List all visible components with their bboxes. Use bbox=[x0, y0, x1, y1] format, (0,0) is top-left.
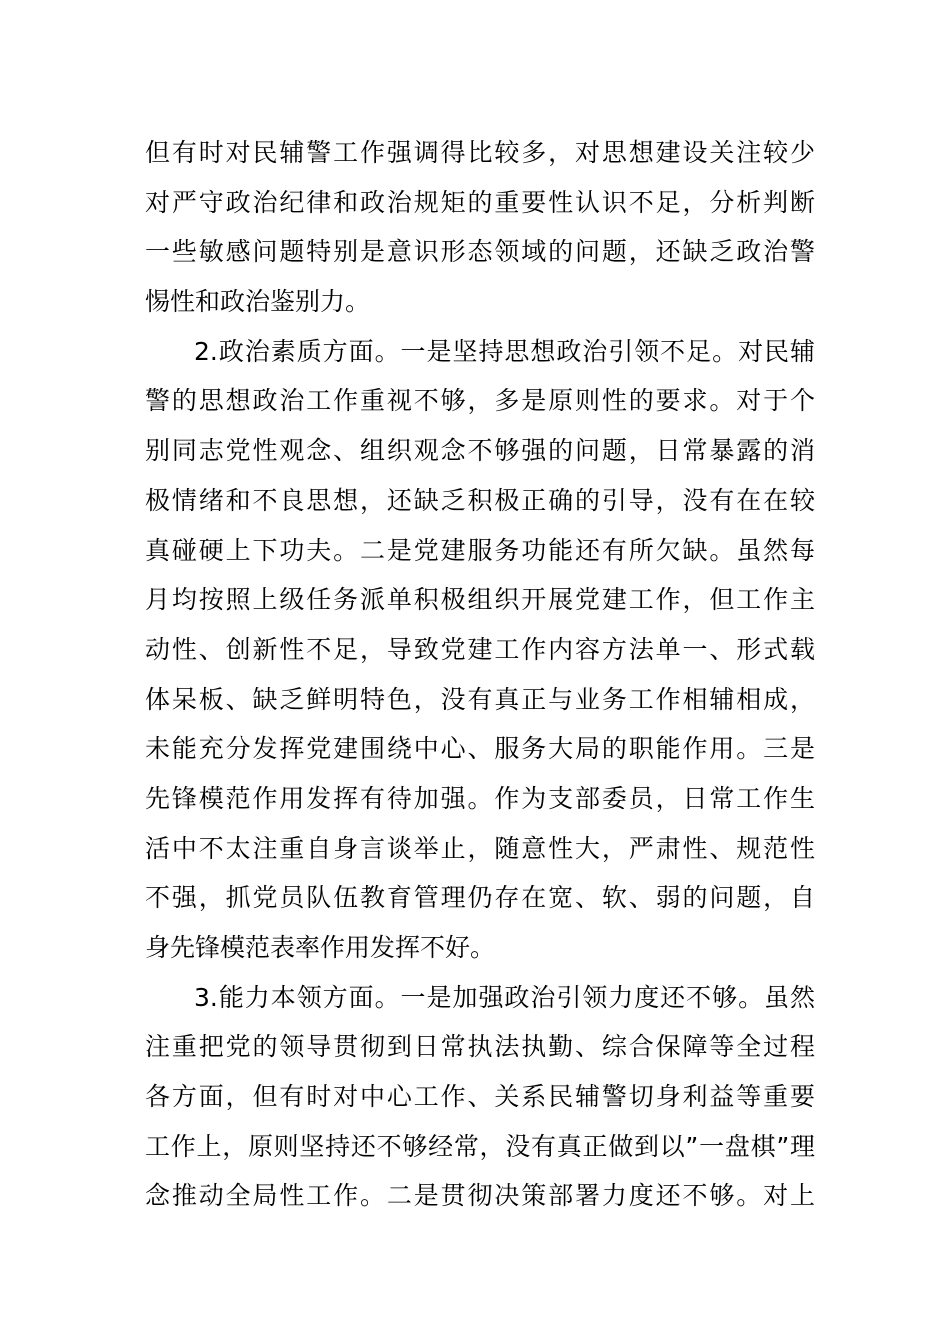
text-line-last: 惕性和政治鉴别力。 bbox=[145, 287, 371, 317]
text-line: 未能充分发挥党建围绕中心、服务大局的职能作用。三是 bbox=[145, 734, 815, 764]
text-line: 注重把党的领导贯彻到日常执法执勤、综合保障等全过程 bbox=[145, 1032, 815, 1062]
text-line: 念推动全局性工作。二是贯彻决策部署力度还不够。对上 bbox=[145, 1181, 815, 1211]
text-line: 各方面，但有时对中心工作、关系民辅警切身利益等重要 bbox=[145, 1082, 815, 1112]
text-line: 活中不太注重自身言谈举止，随意性大，严肃性、规范性 bbox=[145, 833, 815, 863]
text-line: 月均按照上级任务派单积极组织开展党建工作，但工作主 bbox=[145, 585, 815, 615]
text-line: 不强，抓党员队伍教育管理仍存在宽、软、弱的问题，自 bbox=[145, 883, 815, 913]
text-line: 真碰硬上下功夫。二是党建服务功能还有所欠缺。虽然每 bbox=[145, 535, 815, 565]
text-line: 先锋模范作用发挥有待加强。作为支部委员，日常工作生 bbox=[145, 783, 815, 813]
text-line: 警的思想政治工作重视不够，多是原则性的要求。对于个 bbox=[145, 386, 815, 416]
text-line: 但有时对民辅警工作强调得比较多，对思想建设关注较少 bbox=[145, 138, 815, 167]
text-line: 一些敏感问题特别是意识形态领域的问题，还缺乏政治警 bbox=[145, 237, 815, 267]
text-line: 对严守政治纪律和政治规矩的重要性认识不足，分析判断 bbox=[145, 187, 815, 217]
document-body bbox=[145, 128, 815, 1221]
text-line-last: 身先锋模范表率作用发挥不好。 bbox=[145, 933, 496, 962]
paragraph-first-line: 2.政治素质方面。一是坚持思想政治引领不足。对民辅 bbox=[194, 336, 815, 366]
text-line: 体呆板、缺乏鲜明特色，没有真正与业务工作相辅相成， bbox=[145, 684, 815, 714]
text-line: 极情绪和不良思想，还缺乏积极正确的引导，没有在在较 bbox=[145, 485, 815, 515]
paragraph-first-line: 3.能力本领方面。一是加强政治引领力度还不够。虽然 bbox=[194, 982, 815, 1012]
text-line: 动性、创新性不足，导致党建工作内容方法单一、形式载 bbox=[145, 634, 815, 664]
text-line: 工作上，原则坚持还不够经常，没有真正做到以”一盘棋”理 bbox=[145, 1131, 815, 1161]
text-line: 别同志党性观念、组织观念不够强的问题，日常暴露的消 bbox=[145, 436, 815, 466]
